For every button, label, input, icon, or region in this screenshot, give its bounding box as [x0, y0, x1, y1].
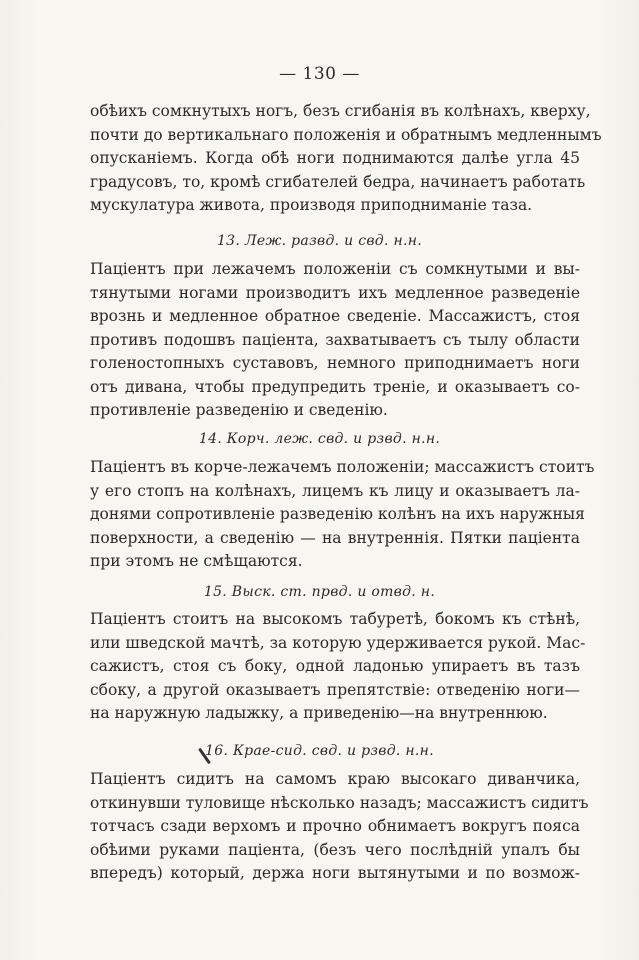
text-line: противъ подошвъ паціента, захватываетъ съ тылу области: [90, 330, 580, 349]
exercise-heading: 15. Выск. ст. првд. и отвд. н.: [203, 584, 436, 600]
text-line: или шведской мачтѣ, за которую удерживается рукой. Мас-: [90, 633, 586, 652]
text-line: при этомъ не смѣщаются.: [90, 552, 303, 570]
text-line: на наружную ладыжку, а приведенію—на внутреннюю.: [90, 704, 548, 722]
exercise-heading: 14. Корч. леж. свд. и рзвд. н.н.: [198, 431, 441, 447]
text-line: почти до вертикальнаго положенія и обратнымъ медленнымъ: [90, 125, 602, 144]
text-line: донями сопротивленіе разведенію колѣнъ на ихъ наружныя: [90, 505, 585, 523]
paragraph: [90, 608, 586, 726]
text-line: мускулатура живота, производя приподниманіе таза.: [90, 196, 533, 214]
text-line: противленіе разведенію и сведенію.: [90, 401, 388, 419]
text-line: впередъ) который, держа ноги вытянутыми и по возмож-: [90, 864, 580, 882]
text-line: Паціентъ въ корче-лежачемъ положеніи; массажистъ стоитъ: [90, 458, 595, 476]
text-line: Паціентъ сидитъ на самомъ краю высокаго диванчика,: [90, 770, 580, 788]
text-line: сажистъ, стоя съ боку, одной ладонью упираетъ въ тазъ: [90, 657, 580, 675]
page-number: — 130 —: [279, 64, 360, 84]
text-line: градусовъ, то, кромѣ сгибателей бедра, начинаетъ работать: [90, 172, 586, 191]
text-line: Паціентъ при лежачемъ положеніи съ сомкнутыми и вы-: [90, 260, 580, 278]
text-line: у его стопъ на колѣнахъ, лицемъ къ лицу и оказываетъ ла-: [90, 481, 580, 500]
exercise-heading: 13. Леж. развд. и свд. н.н.: [216, 233, 423, 249]
paragraph: [90, 258, 580, 423]
text-line: поверхности, а сведенію — на внутреннія. Пятки паціента: [90, 528, 580, 547]
text-line: откинувши туловище нѣсколько назадъ; массажистъ сидитъ: [90, 793, 589, 812]
text-line: тотчасъ сзади верхомъ и прочно обнимаетъ вокругъ пояса: [90, 817, 580, 835]
text-line: голеностопныхъ суставовъ, немного приподнимаетъ ноги: [90, 354, 580, 372]
text-line: обѣихъ сомкнутыхъ ногъ, безъ сгибанія въ колѣнахъ, кверху,: [90, 102, 591, 120]
paragraph: [90, 768, 589, 886]
text-line: опусканіемъ. Когда обѣ ноги поднимаются далѣе угла 45: [90, 149, 580, 167]
paragraph: [90, 456, 595, 574]
text-line: обѣими руками паціента, (безъ чего послѣдній упалъ бы: [90, 840, 580, 859]
paragraph: [90, 100, 602, 218]
text-line: сбоку, а другой оказываетъ препятствіе: отведенію ноги—: [90, 680, 580, 699]
text-line: врознь и медленное обратное сведеніе. Массажистъ, стоя: [90, 307, 580, 325]
text-line: Паціентъ стоитъ на высокомъ табуретѣ, бокомъ къ стѣнѣ,: [90, 610, 580, 628]
exercise-heading: 16. Крае-сид. свд. и рзвд. н.н.: [205, 743, 434, 759]
text-line: отъ дивана, чтобы предупредить треніе, и оказываетъ со-: [90, 377, 580, 396]
text-line: тянутыми ногами производитъ ихъ медленное разведеніе: [90, 283, 580, 302]
